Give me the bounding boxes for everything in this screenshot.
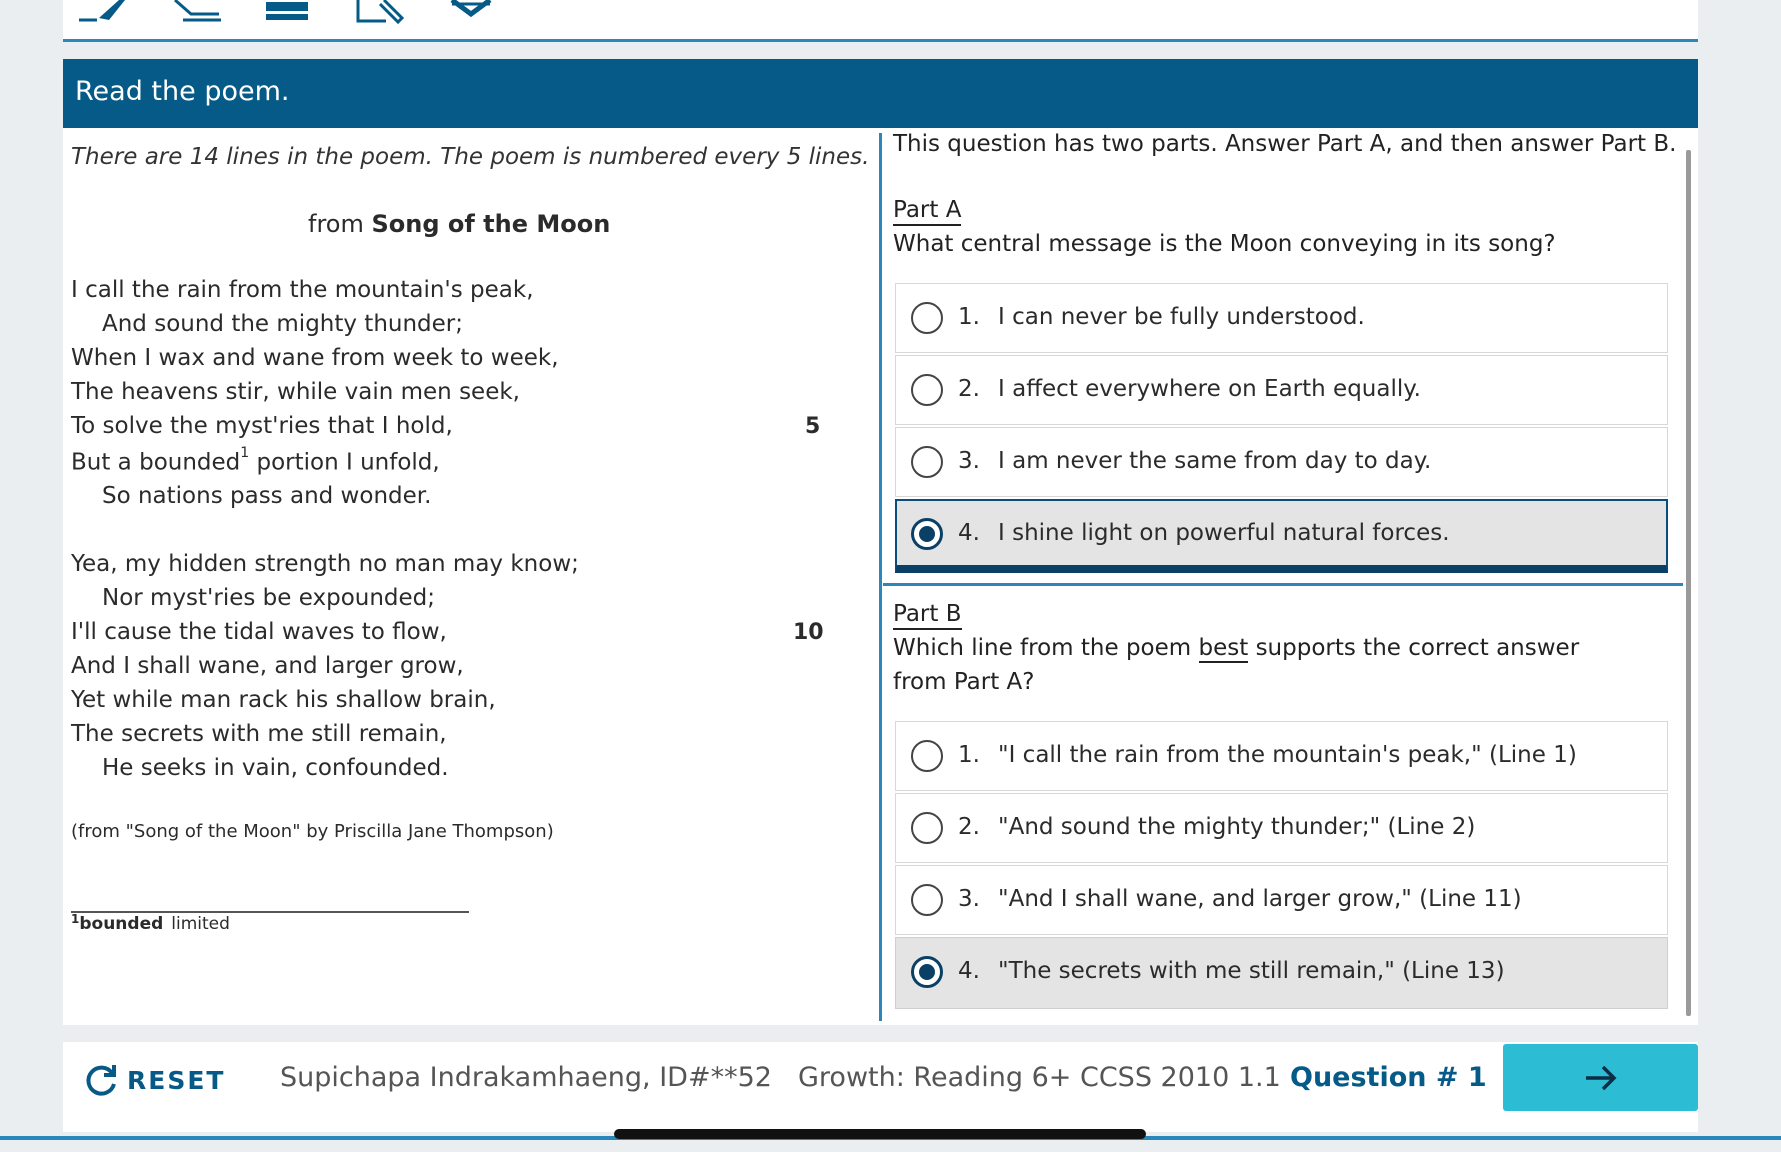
poem-line: He seeks in vain, confounded. [102, 755, 449, 781]
collapse-icon[interactable] [450, 0, 492, 24]
line-number: 5 [805, 414, 821, 439]
poem-line: And I shall wane, and larger grow, [71, 653, 464, 679]
reset-button[interactable] [83, 1060, 225, 1100]
poem-line: The secrets with me still remain, [71, 721, 447, 747]
option-text: "I call the rain from the mountain's peak," (Line 1) [998, 742, 1577, 768]
option-text: I am never the same from day to day. [998, 448, 1432, 474]
part-a-label: Part A [893, 197, 961, 226]
arrow-right-icon [1584, 1064, 1618, 1092]
toolbar [63, 0, 1698, 42]
highlighter-icon[interactable] [79, 0, 125, 24]
option-number: 1. [958, 742, 980, 768]
option-text: I affect everywhere on Earth equally. [998, 376, 1421, 402]
part-b-label: Part B [893, 601, 962, 630]
student-info: Supichapa Indrakamhaeng, ID#**52 [280, 1062, 772, 1093]
part-a-option-1[interactable] [895, 283, 1668, 353]
option-text: "And sound the mighty thunder;" (Line 2) [998, 814, 1476, 840]
question-number: Question # 1 [1290, 1062, 1487, 1093]
eraser-icon[interactable] [171, 0, 221, 24]
line-reader-icon[interactable] [266, 0, 308, 24]
option-number: 3. [958, 448, 980, 474]
home-indicator[interactable] [614, 1129, 1146, 1139]
line-number: 10 [793, 620, 824, 645]
radio-button[interactable] [911, 812, 943, 844]
passage-panel [63, 128, 879, 1025]
poem-line: But a bounded$^1$ portion I unfold, [71, 445, 440, 476]
footnote: $^1$bounded limited [71, 912, 230, 934]
part-b-option-4[interactable] [895, 937, 1668, 1009]
part-a-option-3[interactable] [895, 427, 1668, 497]
radio-button-selected[interactable] [911, 956, 943, 988]
footer [63, 1042, 1698, 1132]
scrollbar[interactable] [1686, 150, 1691, 1016]
radio-button[interactable] [911, 740, 943, 772]
option-text: I can never be fully understood. [998, 304, 1365, 330]
footnote-divider [71, 911, 469, 913]
radio-button[interactable] [911, 374, 943, 406]
poem-line: When I wax and wane from week to week, [71, 345, 559, 371]
reset-icon [83, 1062, 119, 1098]
part-b-option-1[interactable] [895, 721, 1668, 791]
part-a-prompt: What central message is the Moon conveying in its song? [893, 231, 1556, 257]
option-number: 2. [958, 814, 980, 840]
part-a-option-4[interactable] [895, 499, 1668, 573]
poem-line: I call the rain from the mountain's peak, [71, 277, 534, 303]
poem-line: The heavens stir, while vain men seek, [71, 379, 520, 405]
question-panel [830, 128, 1700, 1028]
part-b-option-3[interactable] [895, 865, 1668, 935]
option-number: 3. [958, 886, 980, 912]
reset-label: RESET [127, 1065, 226, 1095]
poem-line: Yet while man rack his shallow brain, [71, 687, 496, 713]
next-button[interactable] [1503, 1044, 1698, 1111]
test-name: Growth: Reading 6+ CCSS 2010 1.1 [798, 1062, 1281, 1093]
poem-line: And sound the mighty thunder; [102, 311, 464, 337]
page-title: Read the poem. [63, 59, 1698, 128]
part-b-option-2[interactable] [895, 793, 1668, 863]
option-number: 1. [958, 304, 980, 330]
question-intro: This question has two parts. Answer Part A, and then answer Part B. [893, 131, 1677, 157]
option-number: 4. [958, 520, 980, 546]
poem-line: I'll cause the tidal waves to flow, [71, 619, 447, 645]
option-text: I shine light on powerful natural forces. [998, 520, 1450, 546]
poem-line: Nor myst'ries be expounded; [102, 585, 436, 611]
citation: (from "Song of the Moon" by Priscilla Jane Thompson) [71, 821, 554, 842]
option-text: "The secrets with me still remain," (Line 13) [998, 958, 1505, 984]
part-b-prompt: Which line from the poem best supports the correct answer from Part A? [893, 635, 1580, 695]
poem-line: So nations pass and wonder. [102, 483, 432, 509]
part-a-option-2[interactable] [895, 355, 1668, 425]
footnote-marker[interactable]: 1 [240, 445, 250, 461]
radio-button[interactable] [911, 302, 943, 334]
option-number: 4. [958, 958, 980, 984]
poem-line: Yea, my hidden strength no man may know; [71, 551, 579, 577]
passage-intro: There are 14 lines in the poem. The poem is numbered every 5 lines. [71, 144, 870, 170]
radio-button[interactable] [911, 446, 943, 478]
poem-line: To solve the myst'ries that I hold, [71, 413, 453, 439]
option-text: "And I shall wane, and larger grow," (Line 11) [998, 886, 1522, 912]
poem-title: from Song of the Moon [308, 210, 611, 238]
radio-button[interactable] [911, 884, 943, 916]
notepad-icon[interactable] [356, 0, 406, 24]
radio-button-selected[interactable] [911, 518, 943, 550]
option-number: 2. [958, 376, 980, 402]
part-divider [883, 583, 1683, 586]
